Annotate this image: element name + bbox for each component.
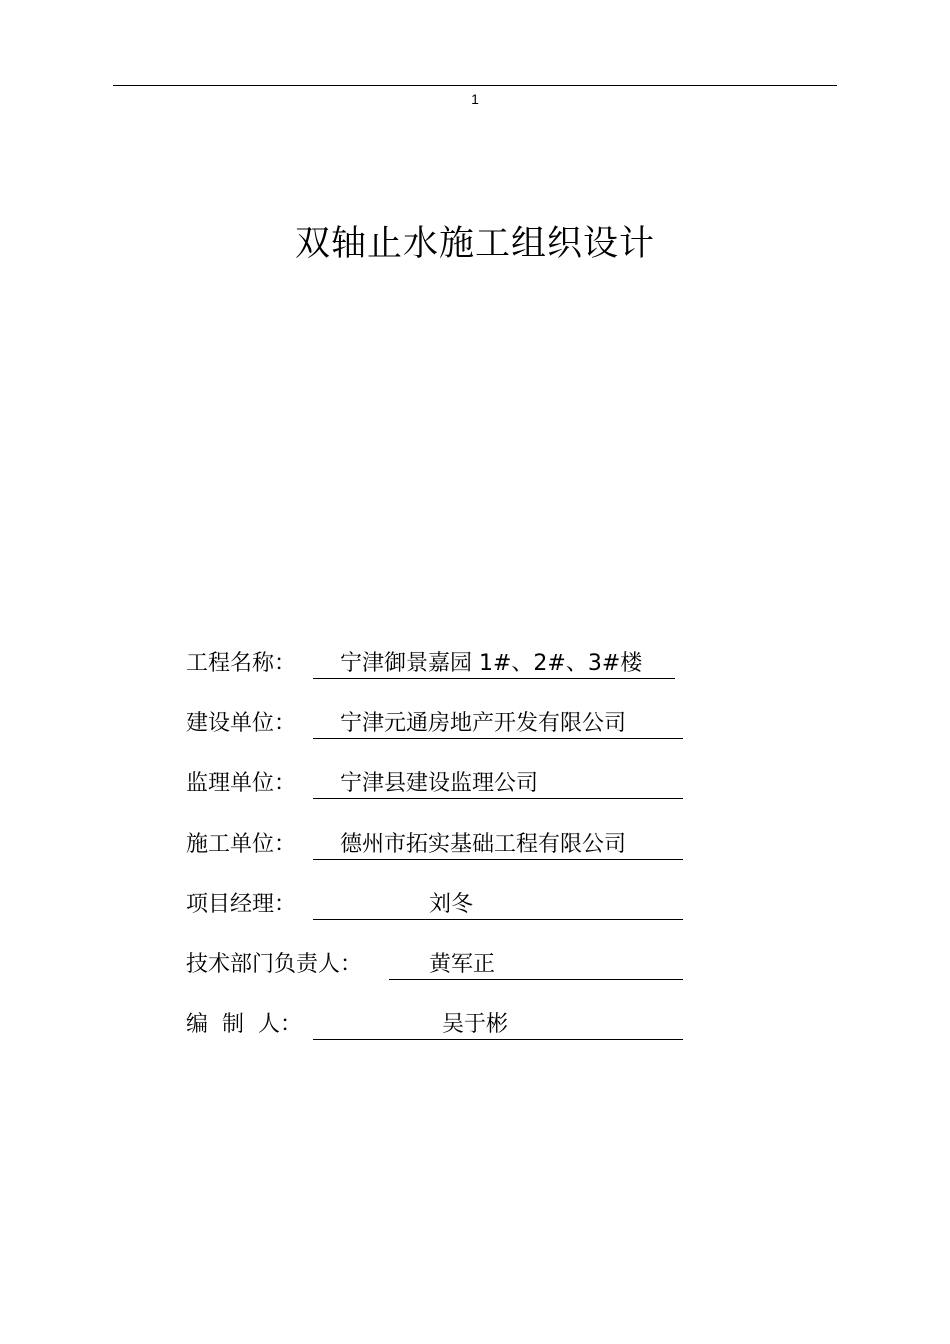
info-value: 刘冬 xyxy=(429,892,474,917)
info-value: 德州市拓实基础工程有限公司 xyxy=(340,832,627,857)
info-value-field xyxy=(313,708,683,739)
info-value-field xyxy=(389,949,683,980)
info-value: 宁津御景嘉园 1#、2#、3#楼 xyxy=(340,651,643,676)
info-value-field xyxy=(313,768,683,799)
info-value: 宁津县建设监理公司 xyxy=(340,771,539,796)
info-value-field xyxy=(313,1009,683,1040)
document-title: 双轴止水施工组织设计 xyxy=(294,224,655,264)
info-label: 编 制 人： xyxy=(186,1012,302,1037)
info-label: 项目经理： xyxy=(186,892,297,917)
info-label: 建设单位： xyxy=(186,711,297,736)
info-label: 施工单位： xyxy=(186,832,297,857)
info-value-field xyxy=(313,829,683,860)
info-value-field xyxy=(313,648,675,679)
info-value: 宁津元通房地产开发有限公司 xyxy=(340,711,627,736)
page-number: 1 xyxy=(471,91,479,107)
header-rule xyxy=(113,85,837,86)
info-value: 黄军正 xyxy=(429,952,496,977)
info-value: 吴于彬 xyxy=(442,1012,509,1037)
info-label: 工程名称： xyxy=(186,651,297,676)
info-value-field xyxy=(313,889,683,920)
info-label: 监理单位： xyxy=(186,771,297,796)
info-label: 技术部门负责人： xyxy=(186,952,363,977)
